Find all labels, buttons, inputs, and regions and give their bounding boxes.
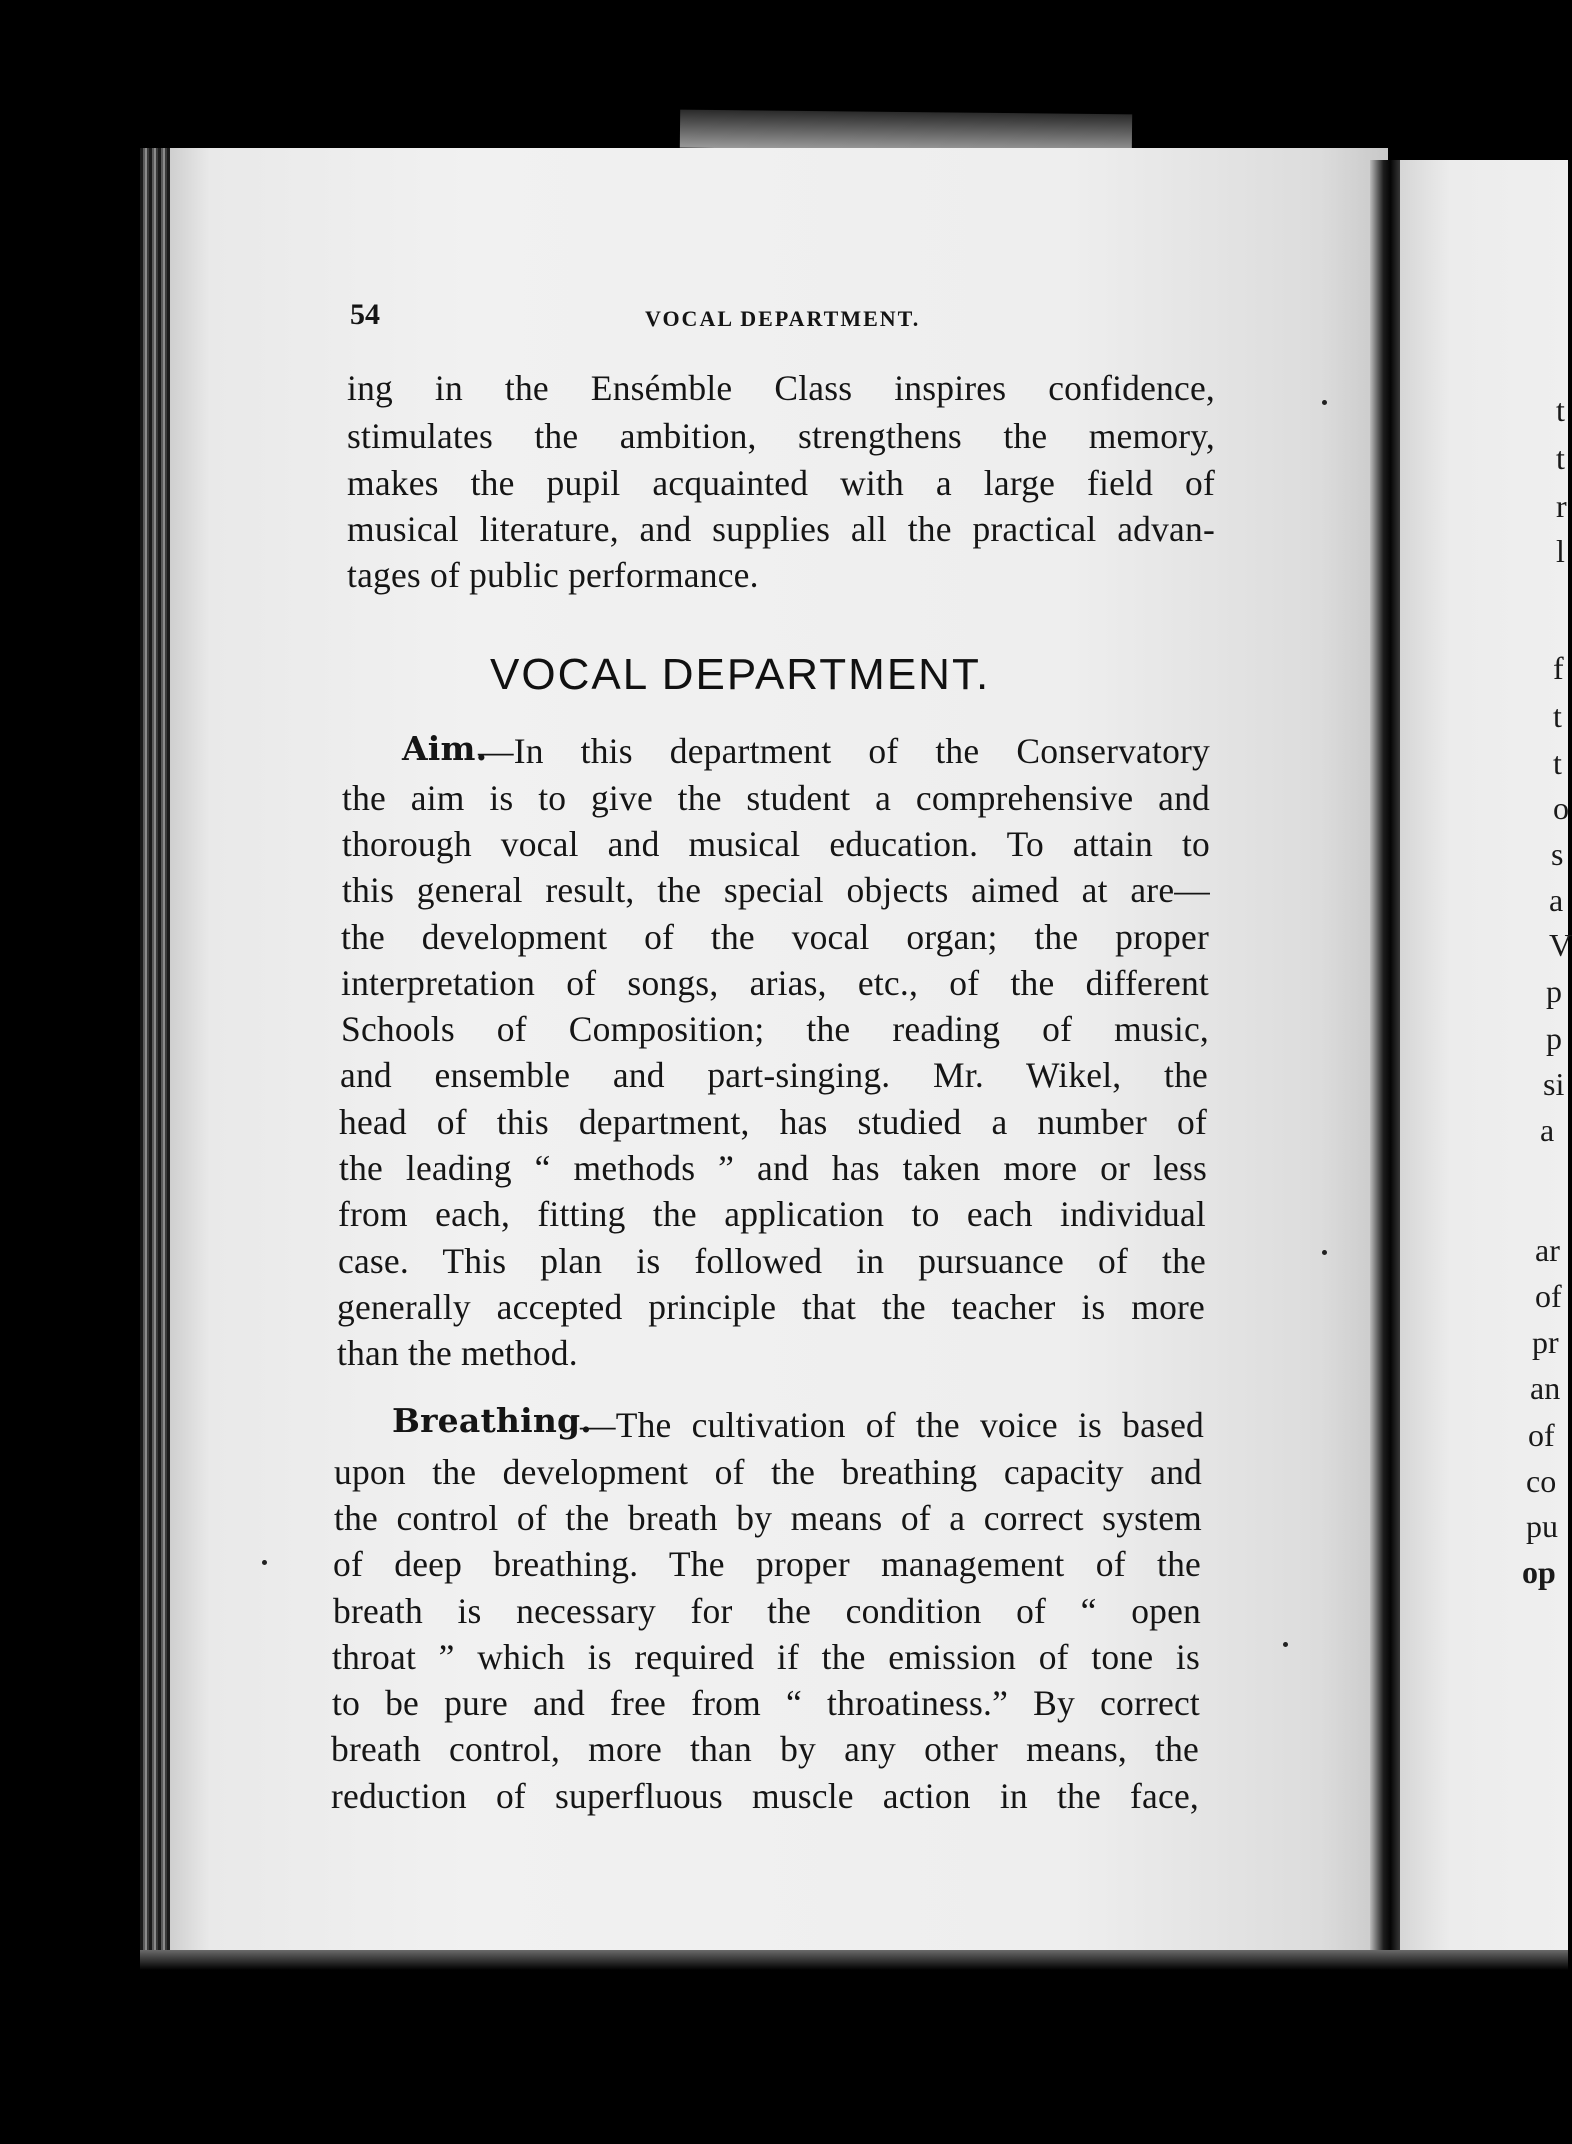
intro-line: makes the pupil acquainted with a large field of xyxy=(347,463,1215,503)
scan-speck xyxy=(1283,1642,1288,1647)
aim-line: generally accepted principle that the teacher is more xyxy=(337,1287,1205,1327)
aim-line: this general result, the special objects aimed at are— xyxy=(342,870,1210,910)
intro-line: musical literature, and supplies all the practical advan- xyxy=(347,509,1215,549)
breathing-line: the control of the breath by means of a correct system xyxy=(334,1498,1202,1538)
right-fragment: an xyxy=(1530,1370,1561,1406)
breathing-line: throat ” which is required if the emission of tone is xyxy=(332,1637,1200,1677)
right-fragment: of xyxy=(1528,1417,1555,1453)
right-fragment: l xyxy=(1556,533,1565,569)
breathing-line: to be pure and free from “ throatiness.” By correct xyxy=(332,1683,1200,1723)
aim-line: and ensemble and part-singing. Mr. Wikel, the xyxy=(340,1055,1208,1095)
right-fragment: t xyxy=(1556,392,1565,428)
right-fragment: p xyxy=(1546,973,1562,1009)
aim-run-in: Aim. xyxy=(402,729,488,768)
aim-line: thorough vocal and musical education. To attain to xyxy=(342,824,1210,864)
aim-line: Schools of Composition; the reading of music, xyxy=(341,1009,1209,1049)
breathing-line: breath control, more than by any other means, the xyxy=(331,1729,1199,1769)
right-fragment: a xyxy=(1549,882,1564,918)
running-head: VOCAL DEPARTMENT. xyxy=(645,306,921,331)
right-fragment: of xyxy=(1535,1278,1562,1314)
right-fragment: pu xyxy=(1526,1508,1558,1544)
right-fragment: o xyxy=(1553,790,1569,826)
page-bottom-shadow xyxy=(140,1950,1568,1970)
right-fragment: si xyxy=(1543,1066,1565,1102)
right-fragment: s xyxy=(1551,836,1564,872)
aim-line: —In this department of the Conservatory xyxy=(478,731,1210,771)
section-heading: VOCAL DEPARTMENT. xyxy=(490,650,991,699)
intro-line: ing in the Ensémble Class inspires confidence, xyxy=(347,368,1215,408)
breathing-line: upon the development of the breathing capacity and xyxy=(334,1452,1202,1492)
right-fragment: f xyxy=(1553,650,1564,686)
aim-line: than the method. xyxy=(337,1333,578,1373)
page-edge-top xyxy=(680,110,1132,153)
page-number: 54 xyxy=(350,298,380,331)
breathing-run-in: Breathing. xyxy=(392,1401,592,1440)
right-fragment: a xyxy=(1540,1112,1555,1148)
aim-line: head of this department, has studied a number of xyxy=(339,1102,1207,1142)
right-fragment: t xyxy=(1556,440,1565,476)
right-fragment: ar xyxy=(1535,1232,1560,1268)
scan-speck xyxy=(1322,400,1327,405)
scan-speck xyxy=(262,1560,267,1565)
aim-line: the development of the vocal organ; the proper xyxy=(341,917,1209,957)
intro-line: stimulates the ambition, strengthens the memory, xyxy=(347,416,1215,456)
right-fragment: co xyxy=(1526,1463,1557,1499)
right-fragment: t xyxy=(1553,745,1562,781)
intro-line: tages of public performance. xyxy=(347,555,759,595)
right-fragment: op xyxy=(1522,1554,1556,1590)
right-fragment: t xyxy=(1553,698,1562,734)
breathing-line: breath is necessary for the condition of “ open xyxy=(333,1591,1201,1631)
breathing-line: —The cultivation of the voice is based xyxy=(580,1405,1204,1445)
aim-line: the leading “ methods ” and has taken more or less xyxy=(339,1148,1207,1188)
aim-line: interpretation of songs, arias, etc., of the different xyxy=(341,963,1209,1003)
breathing-line: of deep breathing. The proper management of the xyxy=(333,1544,1201,1584)
aim-line: case. This plan is followed in pursuance of the xyxy=(338,1241,1206,1281)
right-fragment: p xyxy=(1546,1020,1562,1056)
aim-line: from each, fitting the application to each individual xyxy=(338,1194,1206,1234)
right-fragment: r xyxy=(1556,488,1567,524)
breathing-line: reduction of superfluous muscle action in the face, xyxy=(331,1776,1199,1816)
right-page xyxy=(1400,160,1568,1960)
aim-line: the aim is to give the student a comprehensive and xyxy=(342,778,1210,818)
scan-speck xyxy=(1322,1250,1327,1255)
right-fragment: V xyxy=(1549,927,1572,963)
book-gutter xyxy=(1370,160,1404,1950)
right-fragment: pr xyxy=(1532,1324,1559,1360)
